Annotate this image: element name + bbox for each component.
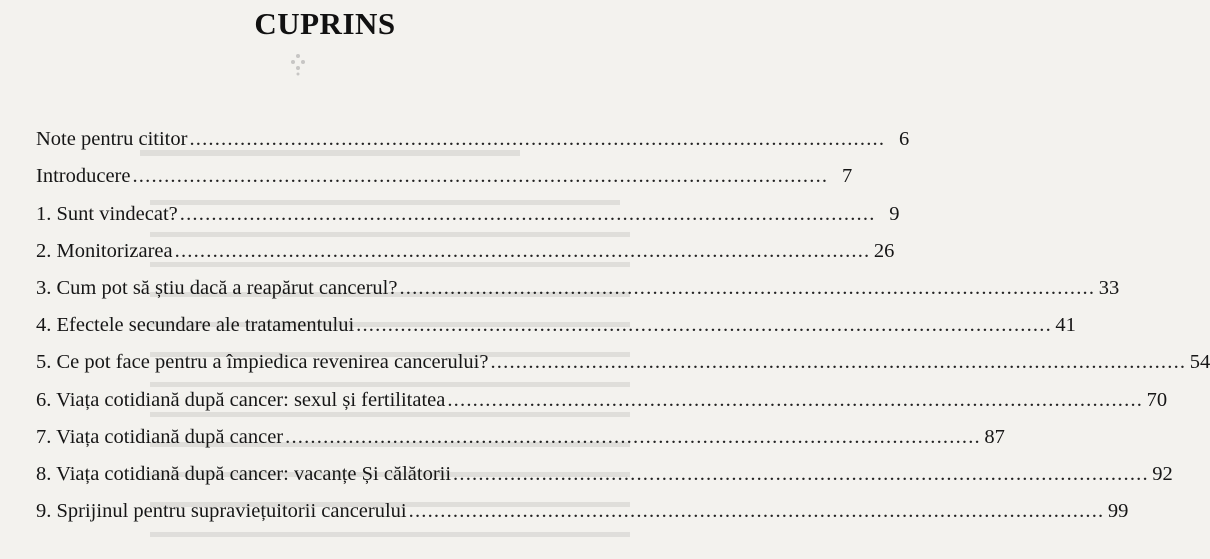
toc-entry-page: 70 [1146,388,1168,411]
dot-leader: .............................................................................................................. [179,202,876,225]
toc-entry[interactable] [36,226,895,263]
toc-entry-page: 9 [889,202,900,225]
toc-entry-page: 41 [1055,314,1076,337]
toc-entry-title: 8. Viața cotidiană după cancer: vacanțe Și călătorii [36,462,452,485]
toc-entry-title: 4. Efectele secundare ale tratamentului [36,314,355,337]
toc-entry[interactable] [36,374,1168,411]
toc-entry-page: 33 [1098,276,1120,299]
toc-entry-title: 5. Ce pot face pentru a împiedica revenirea cancerului? [36,351,489,374]
toc-entry[interactable] [36,151,853,188]
toc-entry-page: 6 [898,128,910,151]
toc-entry-page: 92 [1152,462,1173,485]
dot-leader: .............................................................................................................. [447,388,1144,411]
toc-entry-page: 99 [1107,500,1129,523]
dot-leader: .............................................................................................................. [399,276,1096,299]
dot-leader: .............................................................................................................. [132,165,829,188]
toc-entry-title: 3. Cum pot să știu dacă a reapărut cancerul? [36,276,398,299]
ornament-icon [287,50,309,76]
toc-entry[interactable] [36,263,1120,300]
toc-entry-title: 2. Monitorizarea [36,239,173,262]
dot-leader: .............................................................................................................. [189,128,886,151]
toc-entry[interactable] [36,486,1129,523]
toc-entry-title: Introducere [36,165,131,188]
table-of-contents [36,114,1210,523]
toc-entry[interactable] [36,114,910,151]
toc-entry[interactable] [36,188,900,225]
dot-leader: .............................................................................................................. [453,462,1149,485]
toc-entry[interactable] [36,449,1173,486]
toc-entry-page: 87 [984,425,1005,448]
dot-leader: .............................................................................................................. [174,239,871,262]
dot-leader: .............................................................................................................. [285,425,981,448]
dot-leader: .............................................................................................................. [490,351,1187,374]
page-title: CUPRINS [254,6,396,41]
toc-entry-page: 7 [841,165,853,188]
toc-entry-title: 9. Sprijinul pentru supraviețuitorii cancerului [36,500,407,523]
toc-entry[interactable] [36,337,1210,374]
dot-leader: .............................................................................................................. [408,500,1105,523]
toc-entry-title: 6. Viața cotidiană după cancer: sexul și fertilitatea [36,388,446,411]
toc-entry-page: 54 [1189,351,1210,374]
toc-entry[interactable] [36,412,1005,449]
dot-leader: .............................................................................................................. [356,314,1052,337]
toc-entry-title: 1. Sunt vindecat? [36,202,178,225]
toc-entry-title: Note pentru cititor [36,128,188,151]
toc-entry[interactable] [36,300,1076,337]
toc-entry-page: 26 [873,239,895,262]
toc-entry-title: 7. Viața cotidiană după cancer [36,425,284,448]
